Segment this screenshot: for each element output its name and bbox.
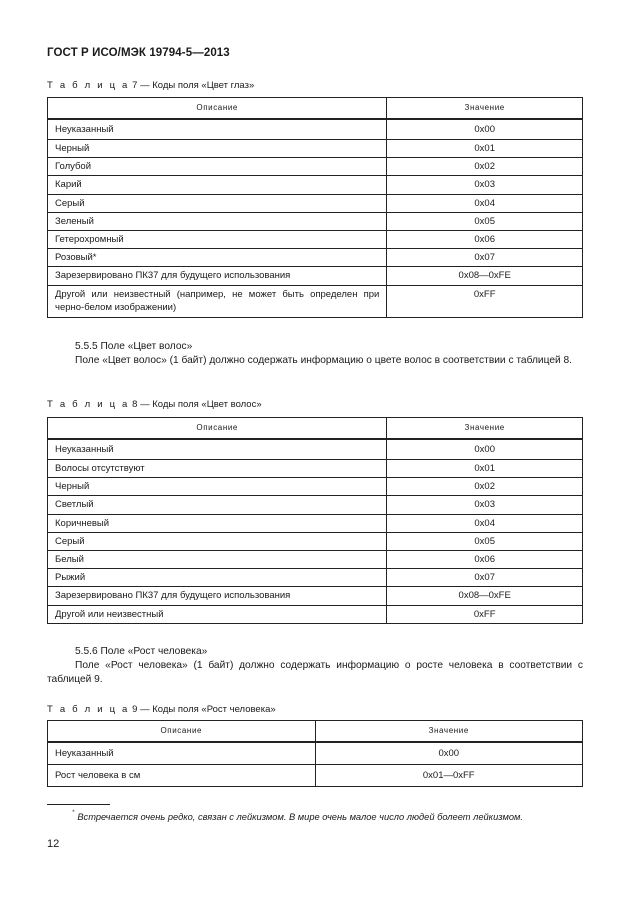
table-row bbox=[48, 267, 583, 285]
table8 bbox=[47, 417, 583, 624]
cell-description: Серый bbox=[48, 194, 387, 212]
section-555-title: 5.5.5 Поле «Цвет волос» bbox=[75, 341, 193, 352]
cell-description: Розовый* bbox=[48, 249, 387, 267]
table-row bbox=[48, 460, 583, 478]
cell-value: 0x03 bbox=[387, 176, 583, 194]
cell-value: 0x05 bbox=[387, 212, 583, 230]
cell-value: 0x04 bbox=[387, 194, 583, 212]
cell-value: 0x06 bbox=[387, 230, 583, 248]
table-row bbox=[48, 514, 583, 532]
cell-value: 0xFF bbox=[387, 605, 583, 623]
table-row bbox=[48, 249, 583, 267]
cell-description: Карий bbox=[48, 176, 387, 194]
table7-caption-prefix: Т а б л и ц а bbox=[47, 80, 130, 91]
cell-description: Светлый bbox=[48, 496, 387, 514]
cell-value: 0x01 bbox=[387, 460, 583, 478]
cell-value: 0x00 bbox=[387, 439, 583, 460]
table-row bbox=[48, 140, 583, 158]
cell-description: Рост человека в см bbox=[48, 765, 316, 787]
cell-value: 0x01 bbox=[387, 140, 583, 158]
table7-header-description: Описание bbox=[48, 98, 387, 119]
table8-header-value: Значение bbox=[387, 418, 583, 439]
cell-description: Зарезервировано ПК37 для будущего использования bbox=[48, 267, 387, 285]
table8-caption-title: 8 — Коды поля «Цвет волос» bbox=[129, 399, 262, 410]
cell-value: 0x07 bbox=[387, 569, 583, 587]
table-row bbox=[48, 176, 583, 194]
table-row bbox=[48, 496, 583, 514]
cell-value: 0x08—0xFE bbox=[387, 587, 583, 605]
footnote-mark: * bbox=[72, 810, 75, 816]
table-row bbox=[48, 550, 583, 568]
cell-description: Белый bbox=[48, 550, 387, 568]
cell-description: Волосы отсутствуют bbox=[48, 460, 387, 478]
table8-caption-prefix: Т а б л и ц а bbox=[47, 399, 130, 410]
table9-caption-prefix: Т а б л и ц а bbox=[47, 704, 130, 715]
cell-description: Неуказанный bbox=[48, 742, 316, 765]
cell-description: Неуказанный bbox=[48, 439, 387, 460]
table-row bbox=[48, 605, 583, 623]
section-555-text: Поле «Цвет волос» (1 байт) должно содержать информацию о цвете волос в соответствии с таблицей 8. bbox=[75, 355, 572, 366]
cell-description: Рыжий bbox=[48, 569, 387, 587]
table9-caption-title: 9 — Коды поля «Рост человека» bbox=[129, 704, 276, 715]
cell-description: Серый bbox=[48, 532, 387, 550]
cell-description: Зеленый bbox=[48, 212, 387, 230]
page-number: 12 bbox=[47, 838, 60, 850]
cell-value: 0x08—0xFE bbox=[387, 267, 583, 285]
cell-value: 0x01—0xFF bbox=[315, 765, 582, 787]
table9-header-value: Значение bbox=[315, 721, 582, 742]
table-row bbox=[48, 158, 583, 176]
cell-description: Черный bbox=[48, 140, 387, 158]
table7-caption bbox=[47, 80, 254, 91]
cell-description: Голубой bbox=[48, 158, 387, 176]
footnote-separator bbox=[47, 804, 110, 805]
table-row bbox=[48, 532, 583, 550]
cell-value: 0xFF bbox=[387, 285, 583, 317]
cell-value: 0x07 bbox=[387, 249, 583, 267]
cell-description: Коричневый bbox=[48, 514, 387, 532]
cell-value: 0x06 bbox=[387, 550, 583, 568]
table-row bbox=[48, 285, 583, 317]
cell-description: Зарезервировано ПК37 для будущего использования bbox=[48, 587, 387, 605]
cell-value: 0x03 bbox=[387, 496, 583, 514]
table-row bbox=[48, 119, 583, 140]
cell-value: 0x00 bbox=[315, 742, 582, 765]
cell-value: 0x02 bbox=[387, 158, 583, 176]
table-row bbox=[48, 765, 583, 787]
cell-description: Другой или неизвестный bbox=[48, 605, 387, 623]
table7 bbox=[47, 97, 583, 318]
table-row bbox=[48, 439, 583, 460]
table-row bbox=[48, 230, 583, 248]
table9 bbox=[47, 720, 583, 787]
section-556-title: 5.5.6 Поле «Рост человека» bbox=[75, 646, 208, 657]
cell-value: 0x05 bbox=[387, 532, 583, 550]
cell-value: 0x02 bbox=[387, 478, 583, 496]
section-556-text: Поле «Рост человека» (1 байт) должно содержать информацию о росте человека в соответствии с таблицей 9. bbox=[47, 660, 583, 685]
table-row bbox=[48, 587, 583, 605]
cell-description: Гетерохромный bbox=[48, 230, 387, 248]
document-header: ГОСТ Р ИСО/МЭК 19794-5—2013 bbox=[47, 47, 230, 59]
cell-description: Неуказанный bbox=[48, 119, 387, 140]
cell-description: Другой или неизвестный (например, не может быть определен при черно-белом изображении) bbox=[48, 285, 387, 317]
table-row bbox=[48, 212, 583, 230]
table8-header-description: Описание bbox=[48, 418, 387, 439]
cell-value: 0x04 bbox=[387, 514, 583, 532]
table-row bbox=[48, 742, 583, 765]
table9-header-description: Описание bbox=[48, 721, 316, 742]
footnote-text: Встречается очень редко, связан с лейкизмом. В мире очень малое число людей болеет лейкизмом. bbox=[77, 812, 523, 822]
table-row bbox=[48, 569, 583, 587]
table-row bbox=[48, 478, 583, 496]
table9-caption bbox=[47, 704, 276, 715]
table7-header-value: Значение bbox=[387, 98, 583, 119]
cell-value: 0x00 bbox=[387, 119, 583, 140]
table-row bbox=[48, 194, 583, 212]
footnote bbox=[72, 812, 523, 822]
table7-caption-title: 7 — Коды поля «Цвет глаз» bbox=[129, 80, 255, 91]
table8-caption bbox=[47, 399, 262, 410]
cell-description: Черный bbox=[48, 478, 387, 496]
